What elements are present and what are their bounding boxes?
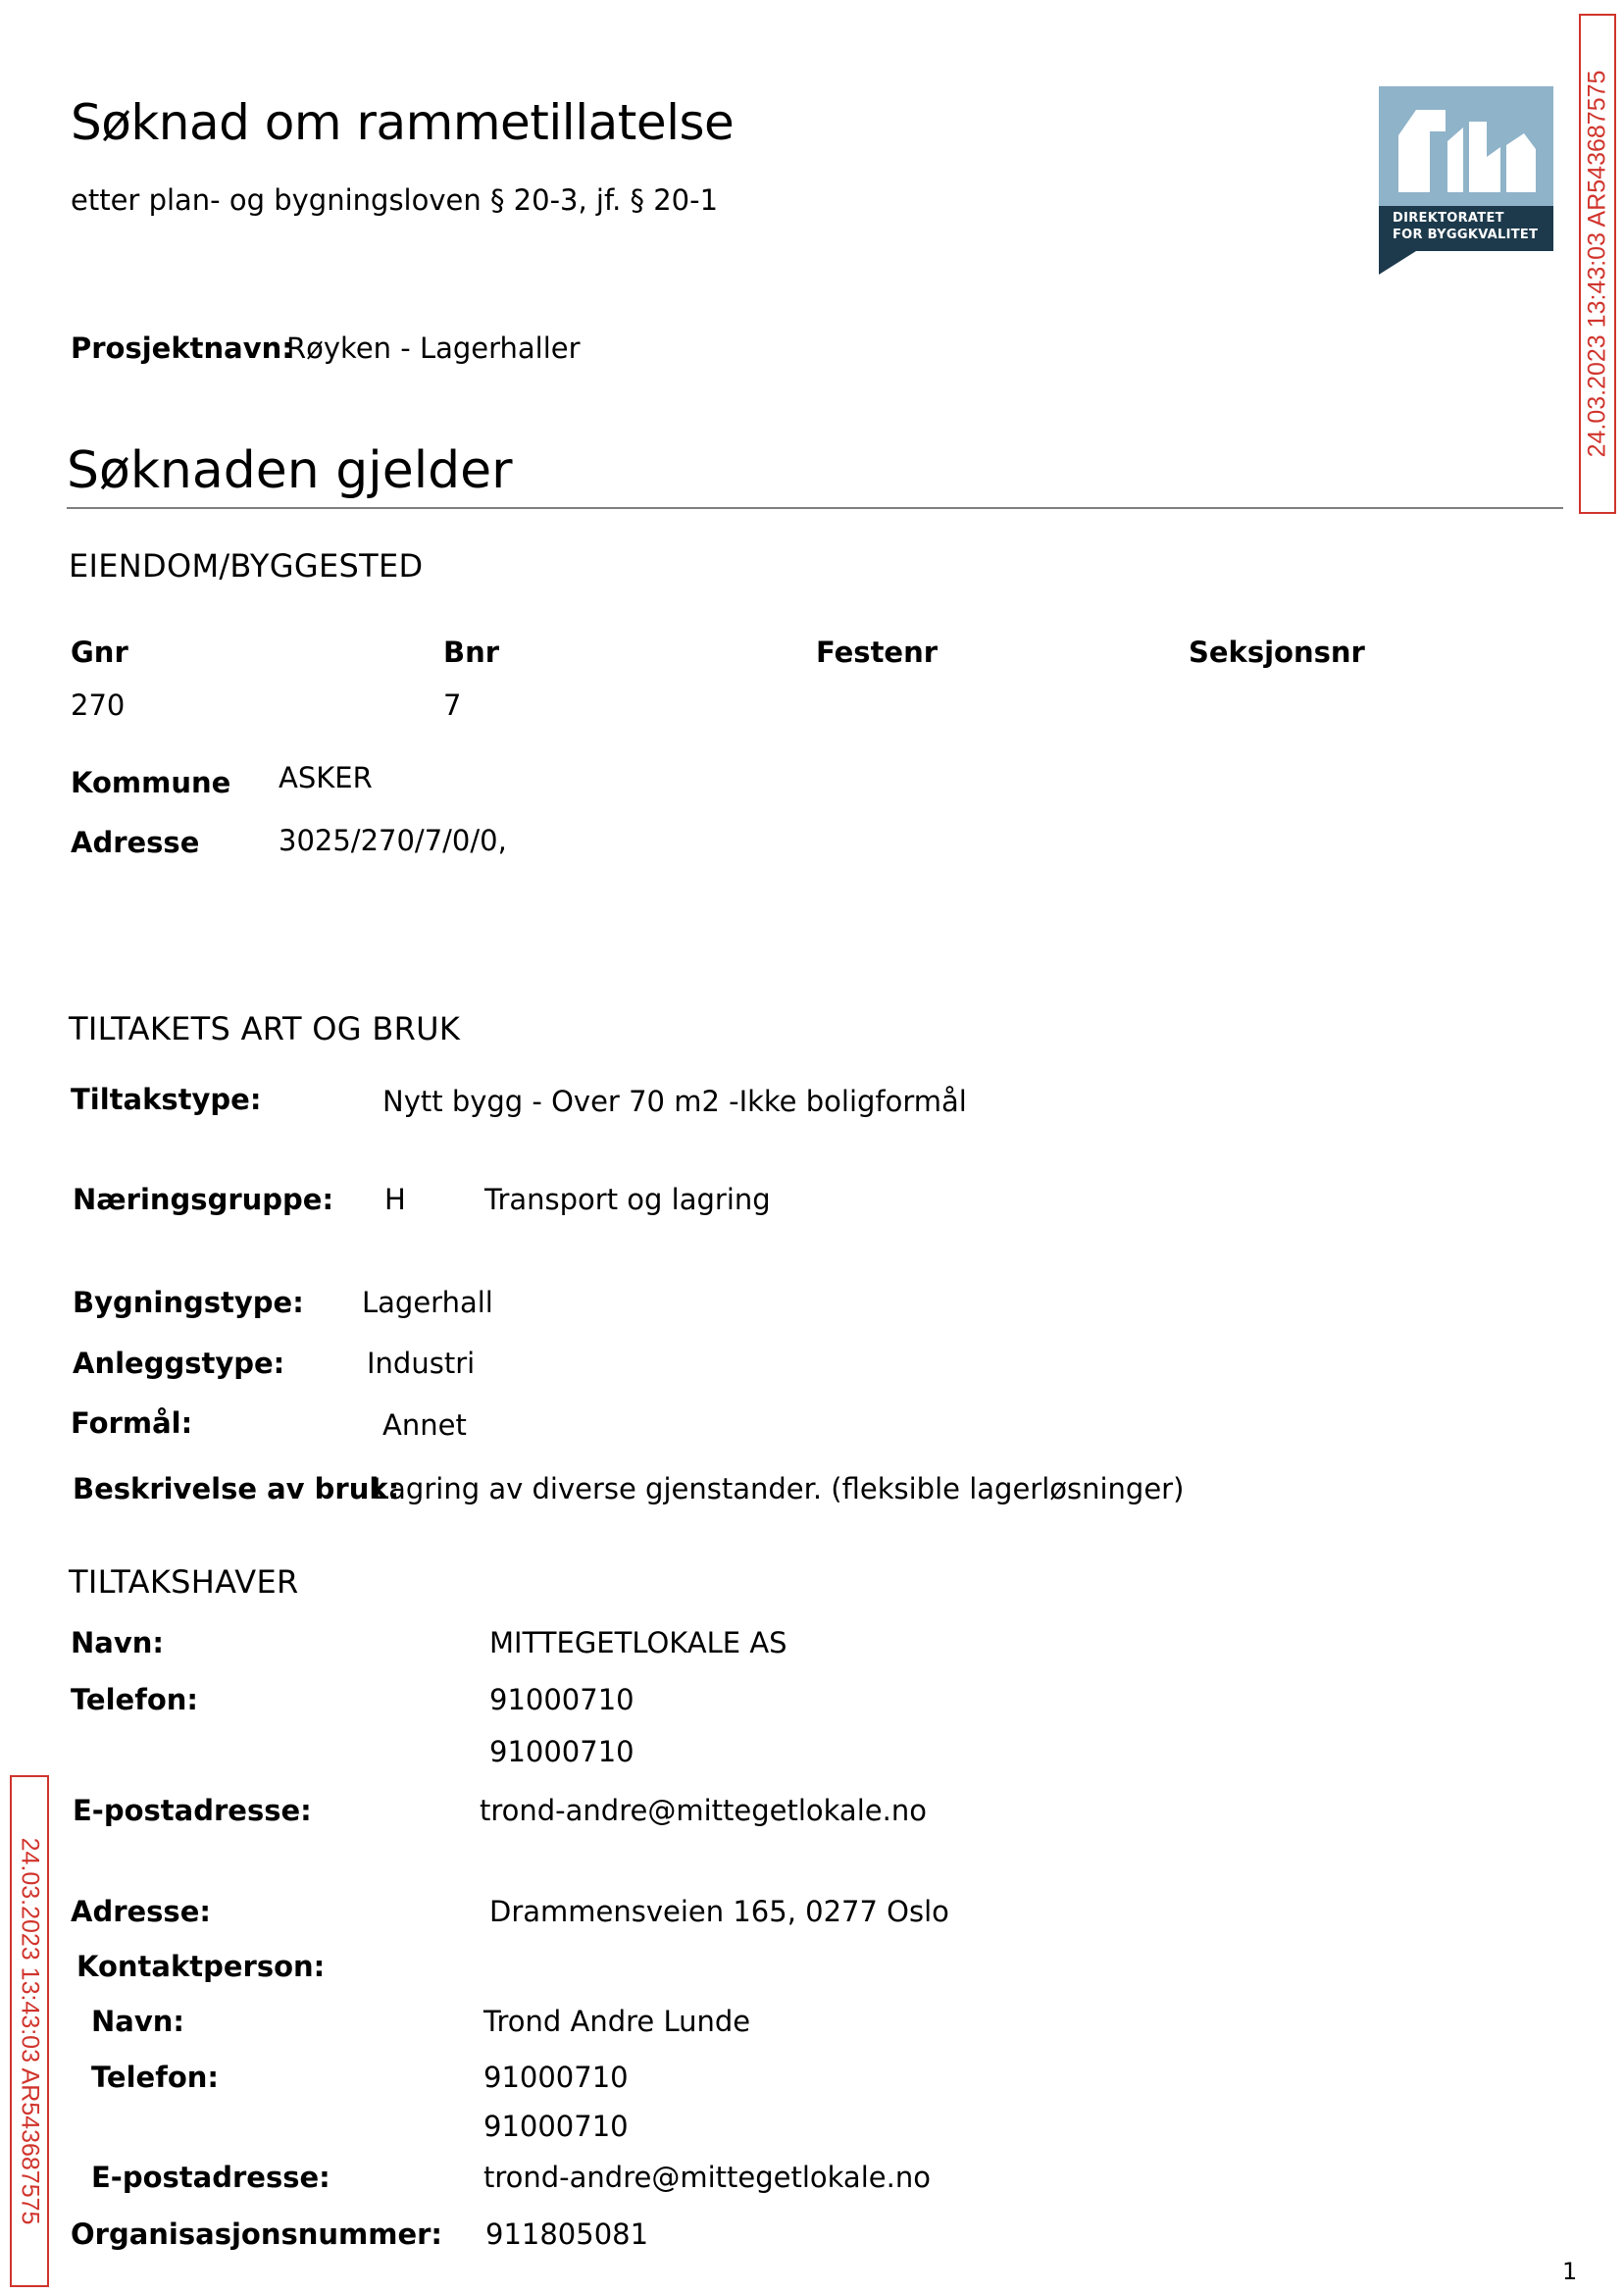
measure-heading: TILTAKETS ART OG BRUK	[69, 1010, 461, 1047]
owner-email-value: trond-andre@mittegetlokale.no	[480, 1794, 927, 1827]
owner-email-label: E-postadresse:	[73, 1794, 312, 1827]
logo-text-line1: DIREKTORATET	[1393, 211, 1504, 226]
logo-text-line2: FOR BYGGKVALITET	[1393, 228, 1539, 242]
tiltakstype-value: Nytt bygg - Over 70 m2 -Ikke boligformål	[382, 1085, 967, 1118]
stamp-text-left: 24.03.2023 13:43:03 AR543687575	[16, 1837, 44, 2225]
bnr-value: 7	[443, 688, 462, 722]
document-title: Søknad om rammetillatelse	[71, 94, 735, 151]
contact-person-label: Kontaktperson:	[76, 1950, 326, 1983]
property-address-value: 3025/270/7/0/0,	[279, 824, 507, 857]
anleggstype-value: Industri	[367, 1347, 476, 1380]
gnr-label: Gnr	[71, 636, 128, 669]
seksjonsnr-label: Seksjonsnr	[1189, 636, 1365, 669]
owner-heading: TILTAKSHAVER	[69, 1563, 299, 1601]
owner-address-value: Drammensveien 165, 0277 Oslo	[489, 1895, 949, 1928]
project-name-label: Prosjektnavn:	[71, 331, 293, 365]
contact-email-label: E-postadresse:	[91, 2161, 330, 2194]
kommune-value: ASKER	[279, 761, 373, 794]
property-address-label: Adresse	[71, 826, 200, 859]
logo-tail	[1379, 251, 1416, 275]
contact-name-label: Navn:	[91, 2005, 184, 2038]
formal-value: Annet	[382, 1408, 467, 1442]
document-subtitle: etter plan- og bygningsloven § 20-3, jf. § 20-1	[71, 183, 719, 217]
bygningstype-value: Lagerhall	[362, 1286, 493, 1319]
owner-phone-label: Telefon:	[71, 1683, 198, 1716]
owner-phone-value-2: 91000710	[489, 1735, 634, 1768]
property-heading: EIENDOM/BYGGESTED	[69, 547, 424, 585]
contact-phone-label: Telefon:	[91, 2061, 219, 2094]
naeringsgruppe-value: Transport og lagring	[484, 1183, 771, 1216]
gnr-value: 270	[71, 688, 126, 722]
page-number: 1	[1562, 2258, 1578, 2285]
section-divider	[67, 507, 1563, 509]
festenr-label: Festenr	[816, 636, 939, 669]
anleggstype-label: Anleggstype:	[73, 1347, 285, 1380]
tiltakstype-label: Tiltakstype:	[71, 1083, 262, 1116]
dibk-logo-mark	[1391, 102, 1544, 200]
contact-name-value: Trond Andre Lunde	[483, 2005, 751, 2038]
naeringsgruppe-code: H	[384, 1183, 406, 1216]
logo-text	[1393, 210, 1538, 243]
bygningstype-label: Bygningstype:	[73, 1286, 304, 1319]
formal-label: Formål:	[71, 1406, 193, 1440]
owner-phone-value-1: 91000710	[489, 1683, 634, 1716]
contact-phone-value-1: 91000710	[483, 2061, 629, 2094]
org-number-value: 911805081	[485, 2218, 649, 2251]
beskrivelse-label: Beskrivelse av bruk:	[73, 1472, 400, 1505]
owner-address-label: Adresse:	[71, 1895, 211, 1928]
contact-email-value: trond-andre@mittegetlokale.no	[483, 2161, 931, 2194]
beskrivelse-value: Lagring av diverse gjenstander. (fleksible lagerløsninger)	[373, 1472, 1185, 1505]
owner-name-value: MITTEGETLOKALE AS	[489, 1626, 787, 1659]
kommune-label: Kommune	[71, 766, 231, 799]
org-number-label: Organisasjonsnummer:	[71, 2218, 443, 2251]
contact-phone-value-2: 91000710	[483, 2110, 629, 2143]
bnr-label: Bnr	[443, 636, 500, 669]
owner-name-label: Navn:	[71, 1626, 164, 1659]
project-name-value: Røyken - Lagerhaller	[286, 331, 581, 365]
section-title: Søknaden gjelder	[67, 441, 513, 500]
naeringsgruppe-label: Næringsgruppe:	[73, 1183, 334, 1216]
stamp-text-right: 24.03.2023 13:43:03 AR543687575	[1583, 70, 1611, 458]
